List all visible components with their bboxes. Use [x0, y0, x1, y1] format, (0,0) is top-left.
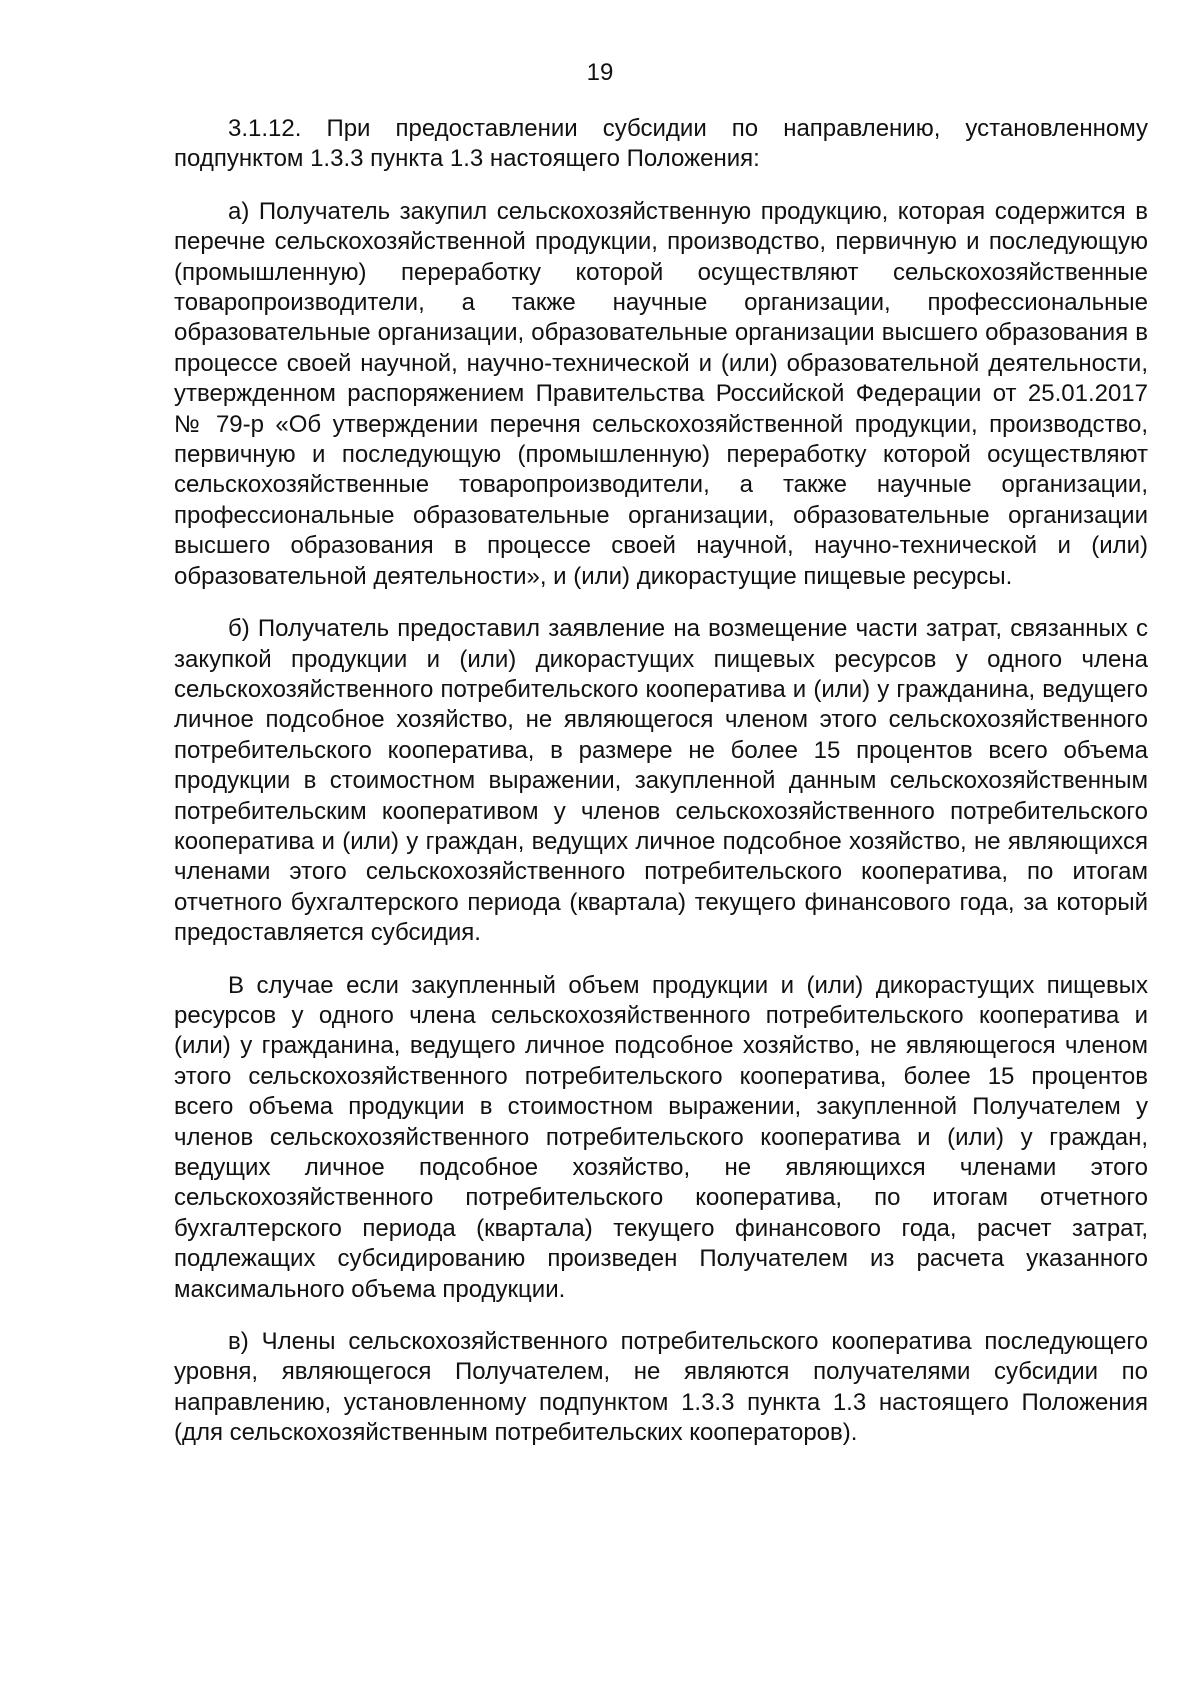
paragraph-item-a: а) Получатель закупил сельскохозяйственную продукцию, которая содержится в перечне сельскохозяйственной продукции, производство, первичную и последующую (промышленную) переработку которой осуществляют сельскохозяйственные товаропроизводители, а также научные организации, профессиональные образовательные организации, образовательные организации высшего образования в процессе своей научной, научно-технической и (или) образовательной деятельности, утвержденном распоряжением Правительства Российской Федерации от 25.01.2017 № 79-р «Об утверждении перечня сельскохозяйственной продукции, производство, первичную и последующую (промышленную) переработку которой осуществляют сельскохозяйственные товаропроизводители, а также научные организации, профессиональные образовательные организации, образовательные организации высшего образования в процессе своей научной, научно-технической и (или) образовательной деятельности», и (или) дикорастущие пищевые ресурсы.	[174, 197, 1148, 590]
paragraph-item-v: в) Члены сельскохозяйственного потребительского кооператива последующего уровня, являющегося Получателем, не являются получателями субсидии по направлению, установленному подпунктом 1.3.3 пункта 1.3 настоящего Положения (для сельскохозяйственным потребительских кооператоров).	[174, 1328, 1148, 1447]
page-number: 19	[586, 59, 614, 86]
document-body	[174, 114, 1148, 1449]
paragraph-3-1-12: 3.1.12. При предоставлении субсидии по направлению, установленному подпунктом 1.3.3 пункта 1.3 настоящего Положения:	[174, 115, 1148, 173]
paragraph-exceeded-volume: В случае если закупленный объем продукции и (или) дикорастущих пищевых ресурсов у одного члена сельскохозяйственного потребительского кооператива и (или) у гражданина, ведущего личное подсобное хозяйство, не являющегося членом этого сельскохозяйственного потребительского кооператива, более 15 процентов всего объема продукции в стоимостном выражении, закупленной Получателем у членов сельскохозяйственного потребительского кооператива и (или) у граждан, ведущих личное подсобное хозяйство, не являющихся членами этого сельскохозяйственного потребительского кооператива, по итогам отчетного бухгалтерского периода (квартала) текущего финансового года, расчет затрат, подлежащих субсидированию произведен Получателем из расчета указанного максимального объема продукции.	[174, 971, 1148, 1303]
paragraph-item-b: б) Получатель предоставил заявление на возмещение части затрат, связанных с закупкой продукции и (или) дикорастущих пищевых ресурсов у одного члена сельскохозяйственного потребительского кооператива и (или) у гражданина, ведущего личное подсобное хозяйство, не являющегося членом этого сельскохозяйственного потребительского кооператива, в размере не более 15 процентов всего объема продукции в стоимостном выражении, закупленной данным сельскохозяйственным потребительским кооперативом у членов сельскохозяйственного потребительского кооператива и (или) у граждан, ведущих личное подсобное хозяйство, не являющихся членами этого сельскохозяйственного потребительского кооператива, по итогам отчетного бухгалтерского периода (квартала) текущего финансового года, за который предоставляется субсидия.	[174, 615, 1148, 947]
